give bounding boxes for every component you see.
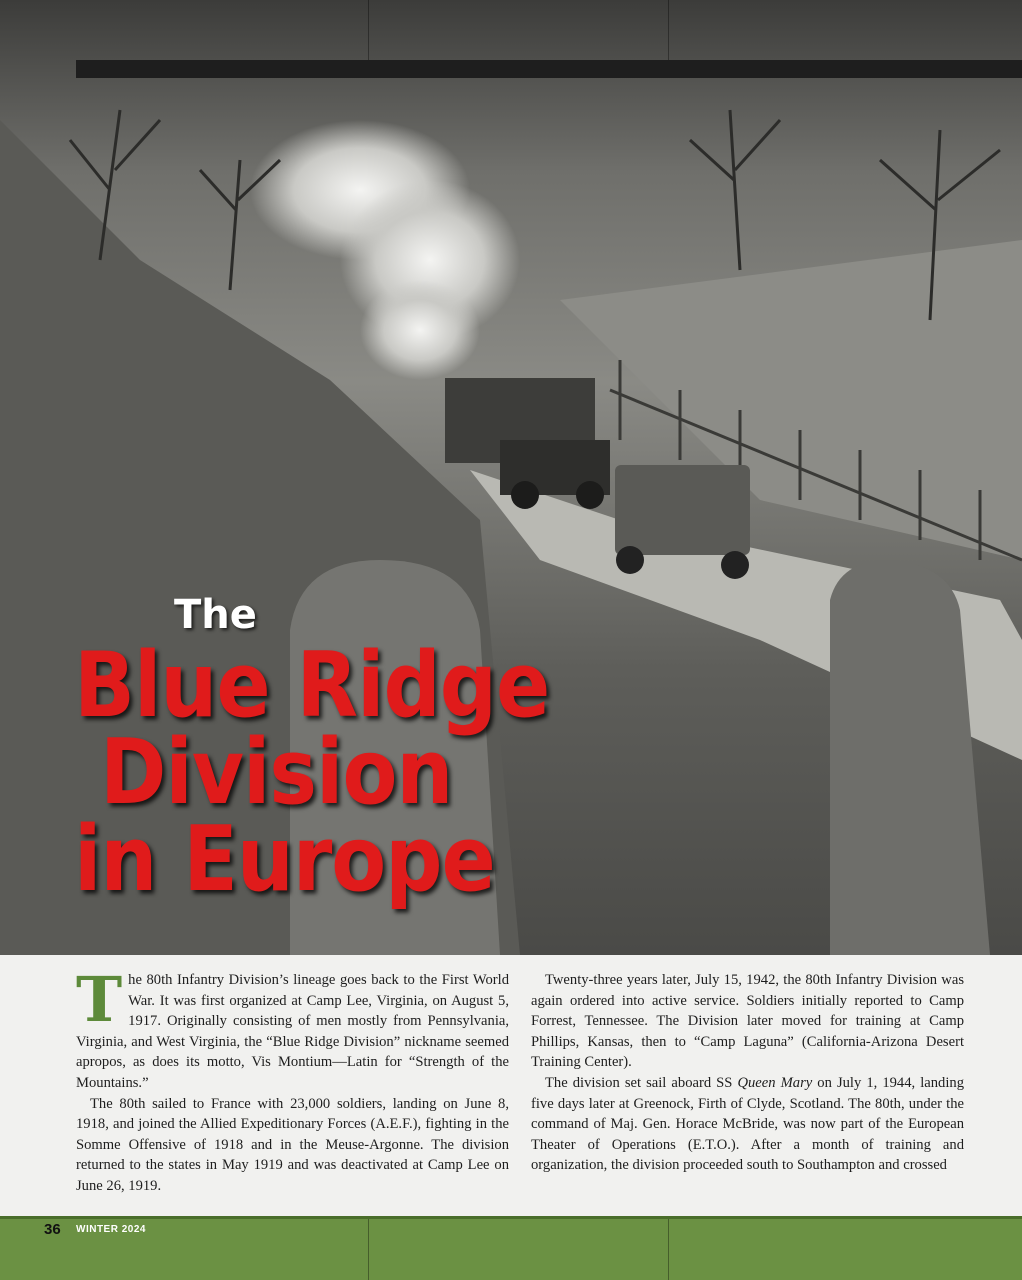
paragraph-text: The division set sail aboard SS <box>545 1074 738 1091</box>
footer-rule <box>0 1216 1022 1219</box>
ship-name: Queen Mary <box>737 1074 813 1091</box>
title-line-3: in Europe <box>74 807 495 912</box>
drop-cap: T <box>76 963 123 1036</box>
layout-guide-line <box>368 0 369 60</box>
title-prefix: The <box>174 592 257 638</box>
issue-label: WINTER 2024 <box>76 1224 146 1235</box>
page-number: 36 <box>44 1221 61 1238</box>
page-footer <box>0 1216 1022 1280</box>
article-body <box>76 963 964 1208</box>
paragraph-text: on July 1, 1944, landing five days later at Greenock, Firth of Clyde, Scotland. The 80th, under the command of Maj. Gen. Horace McBride, was now part of the European Theater of Operations (E.T.O.). After a month of training and organization, the division proceeded south to Southampton and crossed <box>531 1074 964 1174</box>
title-line-1: Blue Ridge <box>74 633 550 738</box>
header-rule <box>76 60 1022 78</box>
paragraph-text: he 80th Infantry Division’s lineage goes back to the First World War. It was first organized at Camp Lee, Virginia, on August 5, 1917. Originally consisting of men mostly from Pennsylvania, Virginia, and West Virginia, the “Blue Ridge Division” nickname seemed apropos, as does its motto, Vis Montium—Latin for “Strength of the Mountains.” <box>76 972 509 1091</box>
article-paragraph: The 80th sailed to France with 23,000 soldiers, landing on June 8, 1918, and joined the Allied Expeditionary Forces (A.E.F.), fighting in the Somme Offensive of 1918 and in the Meuse-Argonne. The division returned to the states in May 1919 and was deactivated at Camp Lee on June 26, 1919. <box>76 1095 509 1194</box>
article-paragraph <box>76 963 509 1094</box>
article-paragraph: Twenty-three years later, July 15, 1942, the 80th Infantry Division was again ordered into active service. Soldiers initially reported to Camp Forrest, Tennessee. The Division later moved for training at Camp Phillips, Kansas, then to “Camp Laguna” (California-Arizona Desert Training Center). <box>531 972 964 1071</box>
layout-guide-line <box>668 1219 669 1280</box>
layout-guide-line <box>368 1219 369 1280</box>
article-paragraph <box>531 1073 964 1176</box>
title-line-2: Division <box>100 720 453 825</box>
layout-guide-line <box>668 0 669 60</box>
